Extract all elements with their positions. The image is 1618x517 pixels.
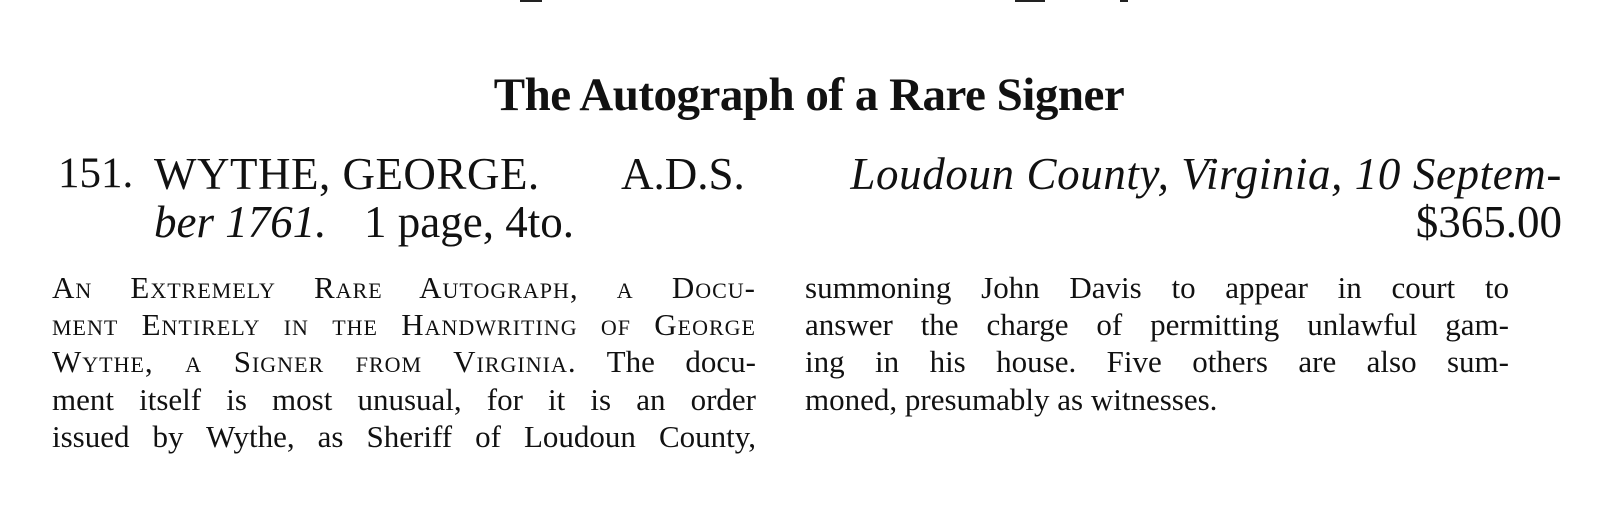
place-date-continued: ber 1761.	[154, 197, 327, 247]
price: $365.00	[1415, 197, 1562, 247]
description-left-column	[52, 269, 756, 455]
lot-number: 151.	[58, 150, 134, 197]
description-line: summoning John Davis to appear in court to	[805, 270, 1509, 305]
description-right-column	[805, 269, 1509, 418]
place-date: Loudoun County, Virginia, 10 Septem-	[850, 149, 1562, 199]
description-line: issued by Wythe, as Sheriff of Loudoun County,	[52, 418, 756, 454]
description-line: ment Entirely in the Handwriting of George	[52, 307, 756, 343]
author-name: WYTHE, GEORGE.	[154, 149, 540, 199]
description-line: An Extremely Rare Autograph, a Docu-	[52, 270, 756, 305]
text-fragment-mark	[520, 0, 542, 2]
description-line: moned, presumably as witnesses.	[805, 381, 1218, 417]
description-line: ment itself is most unusual, for it is an order	[52, 381, 756, 417]
text-fragment-mark	[1015, 0, 1045, 2]
document-type: A.D.S.	[621, 149, 745, 199]
previous-page-text-fragment	[0, 0, 1618, 10]
text-fragment-mark	[1120, 0, 1128, 2]
entry-heading-line-2	[58, 198, 1562, 246]
description-line: answer the charge of permitting unlawful gam-	[805, 307, 1509, 343]
catalog-entry-heading	[58, 150, 1562, 246]
page-title: The Autograph of a Rare Signer	[493, 69, 1125, 121]
description-line: Wythe, a Signer from Virginia. The docu-	[52, 344, 756, 380]
description-line-smallcaps: Wythe, a Signer from Virginia.	[52, 344, 577, 380]
entry-heading-line-1	[58, 150, 1562, 198]
description-line: ing in his house. Five others are also sum-	[805, 344, 1509, 380]
document-extent: 1 page, 4to.	[364, 197, 574, 247]
